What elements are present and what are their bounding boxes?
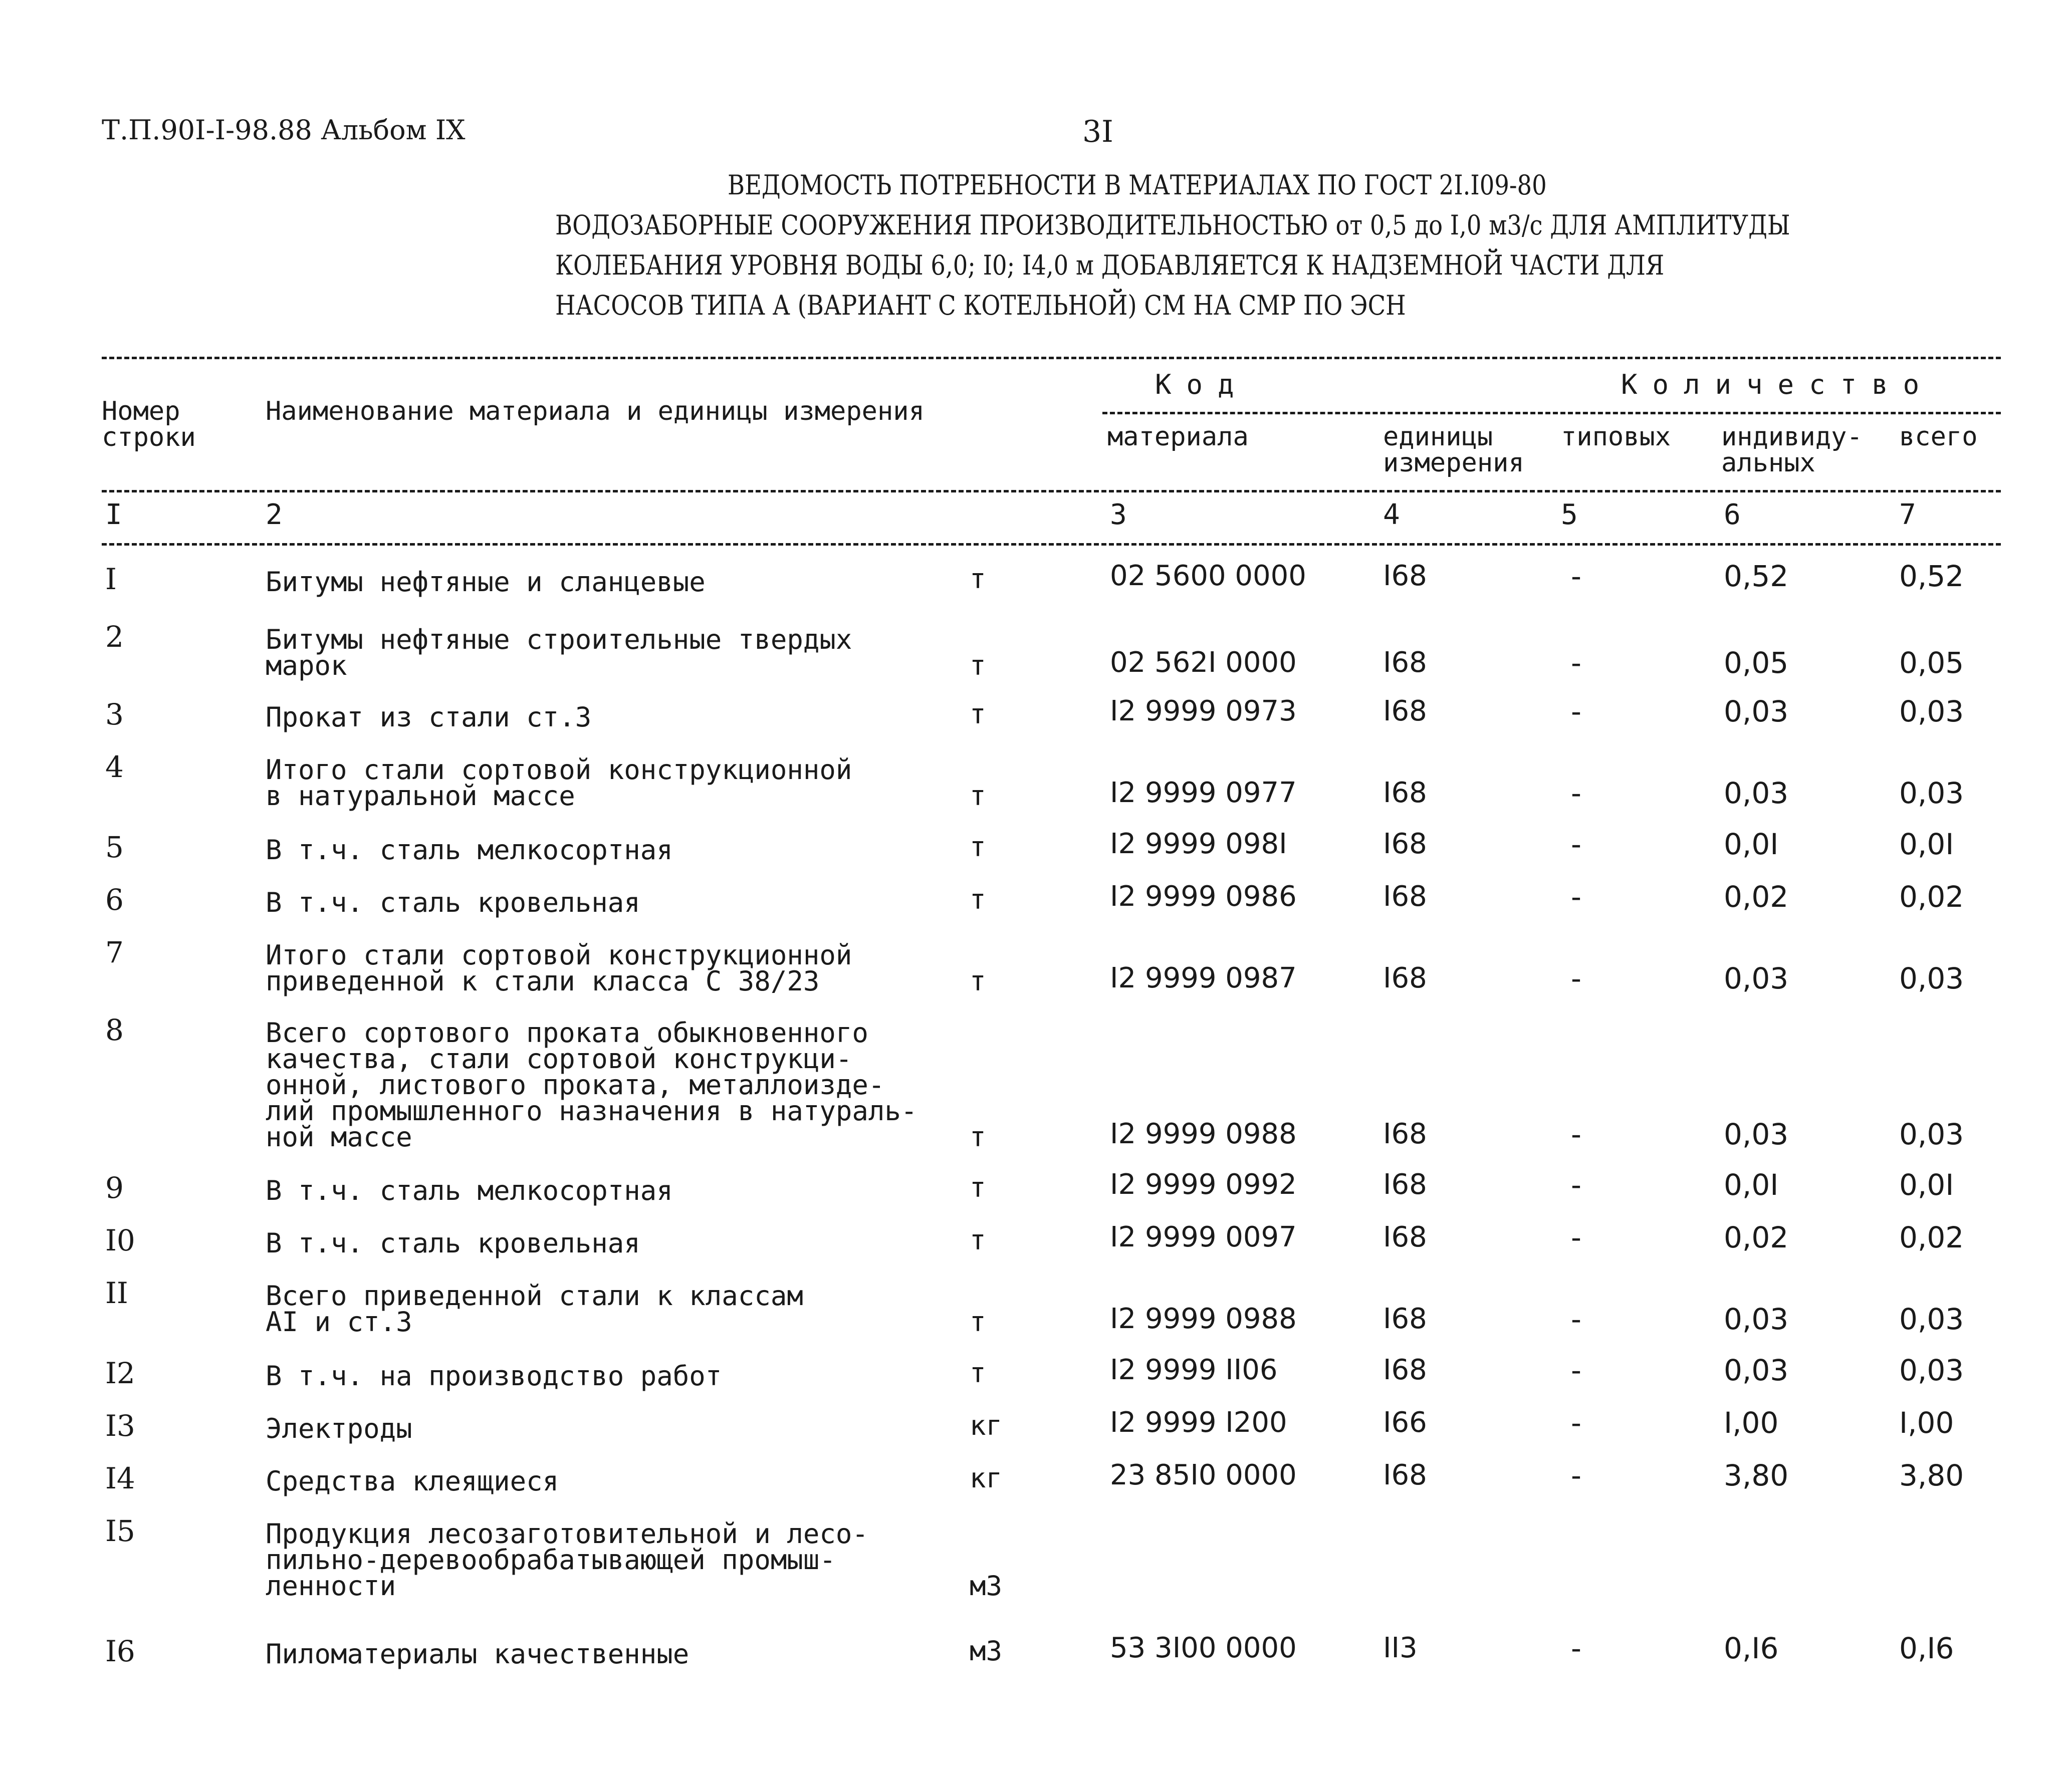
typical-quantity: - [1571,694,1581,728]
col-number: 3 [1110,498,1127,531]
unit-code: I68 [1383,1303,1427,1335]
total-quantity: 0,03 [1899,1302,1964,1336]
individual-quantity: 0,02 [1724,880,1789,914]
material-code: I2 9999 II06 [1110,1354,1278,1386]
material-code: I2 9999 0988 [1110,1118,1297,1150]
total-quantity: 0,05 [1899,646,1964,680]
individual-quantity: 0,03 [1724,776,1789,810]
typical-quantity: - [1571,1220,1581,1254]
numbers-bottom-rule [102,543,2001,546]
title-line: ВОДОЗАБОРНЫЕ СООРУЖЕНИЯ ПРОИЗВОДИТЕЛЬНОСТЬЮ от 0,5 до I,0 м3/с ДЛЯ АМПЛИТУДЫ [555,209,1790,241]
col-number: 2 [266,498,283,531]
document-reference: Т.П.90I-I-98.88 Альбом IX [102,114,466,146]
col-header-qty-group: Количество [1621,369,1935,400]
material-name: В т.ч. сталь мелкосортная [266,1175,673,1206]
col-header-individual: индивиду- альных [1721,422,1863,478]
typical-quantity: - [1571,776,1581,810]
material-code: I2 9999 098I [1110,828,1287,860]
unit-of-measure: кг [970,1462,1003,1494]
total-quantity: 0,02 [1899,880,1964,914]
individual-quantity: 0,03 [1724,694,1789,728]
code-qty-subrule [1102,412,2001,414]
col-header-unit: единицы измерения [1383,422,1524,478]
row-number: 5 [105,830,124,864]
document-title [555,165,1790,326]
material-name: Всего приведенной стали к классам АI и ст.3 [266,1280,803,1338]
row-number: I [105,562,117,596]
material-name: Электроды [266,1413,412,1444]
unit-code: I68 [1383,828,1427,860]
material-code: I2 9999 I200 [1110,1406,1287,1439]
material-name: Продукция лесозаготовительной и лесо- пильно-деревообрабатывающей промыш- ленности [266,1518,868,1602]
material-code: 02 562I 0000 [1110,646,1297,679]
material-name: Итого стали сортовой конструкционной приведенной к стали класса С 38/23 [266,939,852,997]
unit-of-measure: т [970,965,986,997]
unit-code: I68 [1383,1354,1427,1386]
typical-quantity: - [1571,1631,1581,1665]
unit-of-measure: кг [970,1410,1003,1441]
material-name: Всего сортового проката обыкновенного качества, стали сортовой конструкци- онной, листового проката, металлоизде- лий промышленного назначения в натураль- ной массе [266,1017,917,1153]
unit-code: I68 [1383,646,1427,679]
material-code: I2 9999 0986 [1110,880,1297,913]
total-quantity: I,00 [1899,1406,1954,1440]
unit-code: I68 [1383,1459,1427,1491]
typical-quantity: - [1571,827,1581,861]
row-number: I5 [105,1514,135,1548]
material-name: В т.ч. сталь кровельная [266,1227,640,1259]
unit-of-measure: т [970,1357,986,1389]
row-number: II [105,1276,128,1310]
total-quantity: 0,03 [1899,694,1964,728]
typical-quantity: - [1571,1302,1581,1336]
total-quantity: 0,0I [1899,1168,1954,1202]
row-number: I2 [105,1356,135,1390]
material-code: 02 5600 0000 [1110,560,1306,592]
row-number: 8 [105,1013,124,1047]
individual-quantity: 0,03 [1724,1117,1789,1151]
unit-of-measure: т [970,1121,986,1153]
unit-of-measure: т [970,698,986,730]
row-number: 2 [105,620,124,654]
unit-code: I68 [1383,695,1427,727]
total-quantity: 0,52 [1899,559,1964,593]
material-name: Пиломатериалы качественные [266,1638,689,1670]
individual-quantity: 0,03 [1724,1302,1789,1336]
individual-quantity: 3,80 [1724,1458,1789,1492]
unit-of-measure: т [970,1306,986,1338]
row-number: I3 [105,1409,135,1443]
typical-quantity: - [1571,1458,1581,1492]
row-number: 7 [105,935,124,969]
unit-of-measure: м3 [970,1635,1003,1667]
row-number: I4 [105,1461,135,1495]
material-code: I2 9999 0992 [1110,1168,1297,1201]
typical-quantity: - [1571,880,1581,914]
col-number: 7 [1899,498,1916,531]
total-quantity: 0,03 [1899,1353,1964,1387]
total-quantity: 0,03 [1899,1117,1964,1151]
material-name: В т.ч. сталь кровельная [266,887,640,918]
row-number: 3 [105,697,124,731]
individual-quantity: 0,0I [1724,1168,1779,1202]
unit-code: I68 [1383,1221,1427,1253]
total-quantity: 0,03 [1899,961,1964,995]
material-name: Средства клеящиеся [266,1465,559,1497]
material-name: В т.ч. на производство работ [266,1360,722,1392]
typical-quantity: - [1571,1117,1581,1151]
unit-code: I68 [1383,962,1427,994]
material-code: 23 85I0 0000 [1110,1459,1297,1491]
unit-of-measure: т [970,884,986,915]
col-number: 6 [1724,498,1741,531]
total-quantity: 0,03 [1899,776,1964,810]
individual-quantity: 0,52 [1724,559,1789,593]
unit-code: I68 [1383,560,1427,592]
col-number: 4 [1383,498,1400,531]
col-header-material: материала [1107,422,1249,452]
unit-of-measure: т [970,1172,986,1203]
material-name: Прокат из стали ст.3 [266,701,592,733]
unit-of-measure: т [970,650,986,681]
total-quantity: 0,I6 [1899,1631,1954,1665]
material-name: В т.ч. сталь мелкосортная [266,834,673,866]
unit-code: I68 [1383,880,1427,913]
title-line: КОЛЕБАНИЯ УРОВНЯ ВОДЫ 6,0; I0; I4,0 м ДОБАВЛЯЕТСЯ К НАДЗЕМНОЙ ЧАСТИ ДЛЯ [555,249,1665,281]
typical-quantity: - [1571,559,1581,593]
individual-quantity: 0,05 [1724,646,1789,680]
unit-of-measure: м3 [970,1570,1003,1602]
material-code: 53 3I00 0000 [1110,1632,1297,1664]
row-number: 9 [105,1171,124,1205]
material-code: I2 9999 0977 [1110,777,1297,809]
unit-code: I66 [1383,1406,1427,1439]
col-header-code-group: Код [1155,369,1249,400]
material-name: Итого стали сортовой конструкционной в натуральной массе [266,754,852,812]
table-top-rule [102,357,2001,359]
col-number: I [105,498,122,531]
unit-of-measure: т [970,563,986,595]
individual-quantity: 0,03 [1724,961,1789,995]
col-header-typical: типовых [1561,422,1671,452]
material-code: I2 9999 0987 [1110,962,1297,994]
material-name: Битумы нефтяные строительные твердых марок [266,624,852,681]
total-quantity: 3,80 [1899,1458,1964,1492]
row-number: 6 [105,883,124,917]
col-header-name: Наименование материала и единицы измерения [266,396,925,426]
individual-quantity: I,00 [1724,1406,1779,1440]
typical-quantity: - [1571,1353,1581,1387]
unit-of-measure: т [970,780,986,812]
row-number: I0 [105,1223,135,1257]
col-header-total: всего [1899,422,1978,452]
total-quantity: 0,02 [1899,1220,1964,1254]
material-code: I2 9999 0973 [1110,695,1297,727]
title-line: ВЕДОМОСТЬ ПОТРЕБНОСТИ В МАТЕРИАЛАХ ПО ГОСТ 2I.I09-80 [728,169,1547,201]
material-code: I2 9999 0988 [1110,1303,1297,1335]
typical-quantity: - [1571,1406,1581,1440]
individual-quantity: 0,02 [1724,1220,1789,1254]
material-name: Битумы нефтяные и сланцевые [266,566,706,598]
unit-code: I68 [1383,1118,1427,1150]
title-line: НАСОСОВ ТИПА А (ВАРИАНТ С КОТЕЛЬНОЙ) СМ НА СМР ПО ЭСН [555,290,1406,321]
page-number: 3I [1082,114,1113,149]
row-number: 4 [105,750,124,784]
header-bottom-rule [102,490,2001,492]
unit-code: I68 [1383,777,1427,809]
row-number: I6 [105,1634,135,1668]
total-quantity: 0,0I [1899,827,1954,861]
col-header-row-no: Номер строки [102,396,196,452]
col-number: 5 [1561,498,1578,531]
unit-of-measure: т [970,831,986,863]
unit-code: II3 [1383,1632,1418,1664]
individual-quantity: 0,0I [1724,827,1779,861]
typical-quantity: - [1571,1168,1581,1202]
unit-of-measure: т [970,1224,986,1256]
typical-quantity: - [1571,646,1581,680]
unit-code: I68 [1383,1168,1427,1201]
typical-quantity: - [1571,961,1581,995]
individual-quantity: 0,I6 [1724,1631,1779,1665]
individual-quantity: 0,03 [1724,1353,1789,1387]
material-code: I2 9999 0097 [1110,1221,1297,1253]
